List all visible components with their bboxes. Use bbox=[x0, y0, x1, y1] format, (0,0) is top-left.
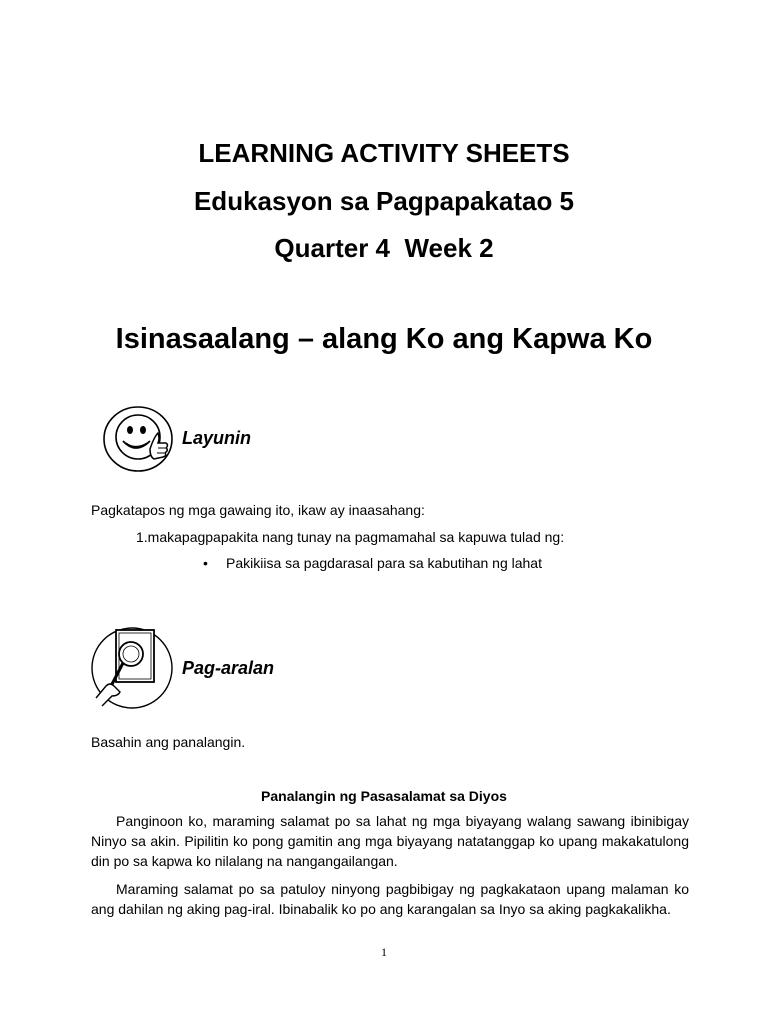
subject-title: Edukasyon sa Pagpapakatao 5 bbox=[193, 186, 575, 216]
prayer-paragraph: Maraming salamat po sa patuloy ninyong pagbibigay ng pagkakataon upang malaman ko ang dahilan ng aking pag-iral. Ibinabalik ko po ang karangalan sa Inyo sa aking pagkakalikha. bbox=[91, 881, 689, 917]
prayer-paragraph: Panginoon ko, maraming salamat po sa lahat ng mga biyayang walang sawang ibinibigay Ninyo sa akin. Pipilitin ko pong gamitin ang mga biyayang natatanggap ko upang makakatulong din po sa kapwa ko nilalang na nangangailangan. bbox=[91, 813, 689, 869]
pagaralan-label: Pag-aralan bbox=[182, 658, 275, 678]
layunin-label: Layunin bbox=[182, 428, 252, 448]
bullet-marker: • bbox=[203, 555, 208, 571]
smiley-thumbs-up-icon bbox=[100, 405, 176, 473]
lesson-topic: Isinasaalang – alang Ko ang Kapwa Ko bbox=[115, 323, 653, 355]
quarter-week: Quarter 4 Week 2 bbox=[274, 233, 494, 263]
layunin-bullet: Pakikiisa sa pagdarasal para sa kabutihan ng lahat bbox=[226, 555, 542, 571]
read-instruction: Basahin ang panalangin. bbox=[91, 734, 246, 750]
magnifier-document-icon bbox=[90, 618, 174, 714]
prayer-title: Panalangin ng Pasasalamat sa Diyos bbox=[261, 788, 507, 804]
page-number: 1 bbox=[381, 945, 387, 959]
sheet-title: LEARNING ACTIVITY SHEETS bbox=[198, 138, 570, 168]
layunin-objective: 1.makapagpapakita nang tunay na pagmamahal sa kapuwa tulad ng: bbox=[136, 529, 565, 545]
layunin-intro: Pagkatapos ng mga gawaing ito, ikaw ay inaasahang: bbox=[91, 502, 425, 518]
